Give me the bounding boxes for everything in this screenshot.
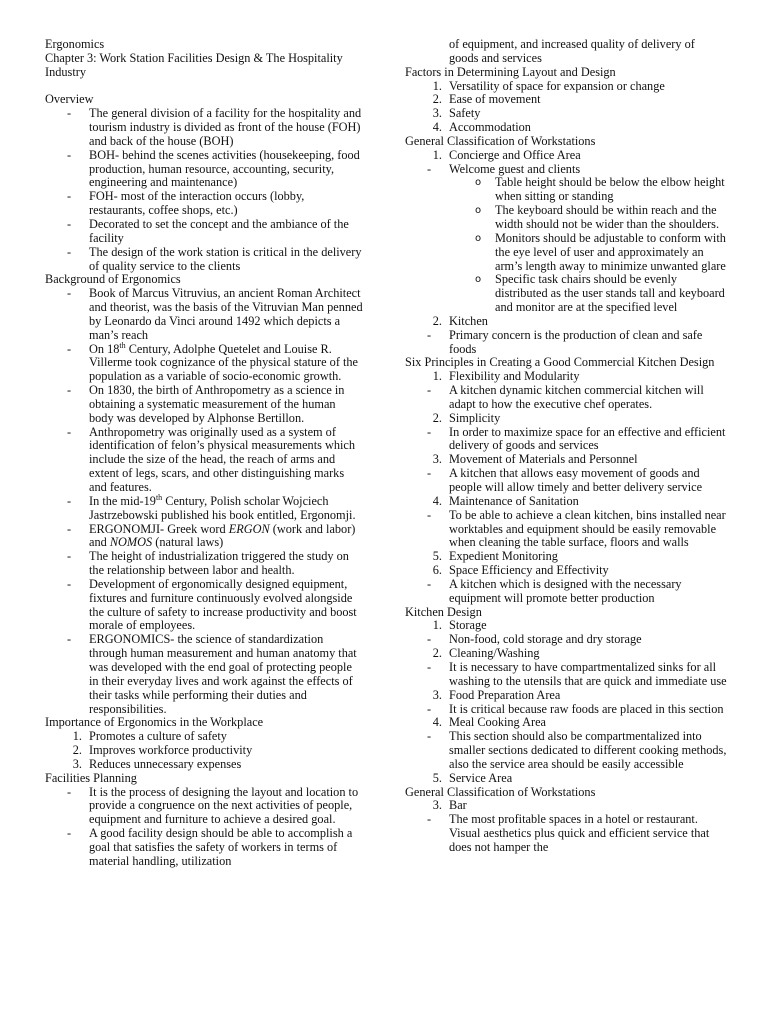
dash-marker: - <box>427 632 432 647</box>
dash-item <box>45 426 363 495</box>
item-text: Concierge and Office Area <box>449 147 581 162</box>
item-text: ERGONOMJI- Greek word ERGON (work and labor) and NOMOS (natural laws) <box>89 521 356 550</box>
section-heading: Importance of Ergonomics in the Workplace <box>45 715 264 730</box>
item-number: 2. <box>432 313 442 328</box>
item-text: In order to maximize space for an effective and efficient delivery of goods and services <box>449 424 726 453</box>
item-text: FOH- most of the interaction occurs (lobby, restaurants, coffee shops, etc.) <box>89 189 305 218</box>
dash-item <box>45 786 363 828</box>
item-number: 3. <box>72 756 82 771</box>
item-number: 1. <box>72 729 82 744</box>
item-text: Specific task chairs should be evenly distributed as the user stands tall and keyboard and monitor are at the specified level <box>495 272 725 315</box>
item-text: Expedient Monitoring <box>449 549 558 564</box>
section-heading: General Classification of Workstations <box>405 784 596 799</box>
item-text: Meal Cooking Area <box>449 715 546 730</box>
dash-marker: - <box>67 549 72 564</box>
item-number: 4. <box>432 120 442 135</box>
dash-marker: - <box>427 383 432 398</box>
dash-marker: - <box>427 701 432 716</box>
section-heading: General Classification of Workstations <box>405 133 596 148</box>
numbered-item <box>405 550 727 564</box>
section-heading: Factors in Determining Layout and Design <box>405 64 616 79</box>
numbered-item <box>45 730 363 744</box>
numbered-item <box>405 121 727 135</box>
item-text: Improves workforce productivity <box>89 743 253 758</box>
item-text: Table height should be below the elbow height when sitting or standing <box>495 175 725 204</box>
item-text: A kitchen which is designed with the necessary equipment will promote better production <box>449 576 682 605</box>
section-heading: Kitchen Design <box>405 604 482 619</box>
dash-marker: - <box>67 784 72 799</box>
item-text: The keyboard should be within reach and the width should not be wider than the shoulders. <box>495 203 720 231</box>
dash-item <box>405 163 727 177</box>
item-text: Cleaning/Washing <box>449 646 540 661</box>
dash-item <box>405 329 727 357</box>
section-heading: Chapter 3: Work Station Facilities Design & The Hospitality Industry <box>45 50 343 79</box>
numbered-item <box>405 315 727 329</box>
dash-item <box>45 633 363 716</box>
item-text: On 18th Century, Adolphe Quetelet and Louise R. Villerme took cognizance of the physical stature of the population as a variable of socio-economic growth. <box>89 340 359 384</box>
item-text: The height of industrialization triggered the study on the relationship between labor and health. <box>89 549 349 578</box>
section-heading: Six Principles in Creating a Good Commercial Kitchen Design <box>405 355 715 370</box>
dash-item <box>45 384 363 426</box>
sub-bullet-item <box>405 232 727 274</box>
item-number: 2. <box>432 646 442 661</box>
item-text: Primary concern is the production of clean and safe foods <box>449 327 703 356</box>
dash-marker: - <box>67 826 72 841</box>
item-text: Maintenance of Sanitation <box>449 493 579 508</box>
dash-item <box>45 578 363 633</box>
item-number: 5. <box>432 549 442 564</box>
dash-marker: - <box>427 161 432 176</box>
dash-item <box>45 827 363 869</box>
dash-item <box>45 246 363 274</box>
section-heading: Facilities Planning <box>45 770 137 785</box>
item-text: Kitchen <box>449 313 488 328</box>
dash-item <box>405 509 727 551</box>
dash-marker: - <box>427 659 432 674</box>
dash-marker: - <box>67 147 72 162</box>
item-text: A good facility design should be able to accomplish a goal that satisfies the safety of workers in terms of material handling, utilization <box>89 826 353 868</box>
numbered-item <box>405 564 727 578</box>
item-number: 5. <box>432 770 442 785</box>
right-column <box>405 38 727 855</box>
dash-item <box>405 813 727 855</box>
dash-marker: - <box>427 729 432 744</box>
item-number: 2. <box>432 410 442 425</box>
item-text: Promotes a culture of safety <box>89 729 227 744</box>
circle-bullet-icon: o <box>475 232 482 244</box>
dash-marker: - <box>67 424 72 439</box>
item-text: It is the process of designing the layout and location to provide a congruence on the next activities of people, equipment and furniture to achieve a desired goal. <box>89 784 359 827</box>
item-text: A kitchen that allows easy movement of goods and people will allow timely and better delivery service <box>449 466 703 494</box>
dash-marker: - <box>427 812 432 827</box>
item-text: Anthropometry was originally used as a system of identification of felon’s physical measurements which include the size of the head, the reach of arms and extent of legs, scars, and other distinguishing marks and features. <box>89 424 356 494</box>
item-text: Decorated to set the concept and the ambiance of the facility <box>89 216 349 245</box>
item-text: Movement of Materials and Personnel <box>449 452 638 467</box>
item-text: Flexibility and Modularity <box>449 369 580 384</box>
dash-marker: - <box>427 466 432 481</box>
dash-marker: - <box>67 244 72 259</box>
item-text: Welcome guest and clients <box>449 161 581 176</box>
dash-item <box>45 190 363 218</box>
numbered-item <box>405 772 727 786</box>
sub-bullet-item <box>405 204 727 232</box>
left-column <box>45 38 363 869</box>
item-text: In the mid-19th Century, Polish scholar Wojciech Jastrzebowski published his book entitled, Ergonomji. <box>89 492 356 522</box>
dash-marker: - <box>427 424 432 439</box>
item-text: On 1830, the birth of Anthropometry as a science in obtaining a systematic measurement of the human body was developed by Alphonse Bertillon. <box>89 383 345 425</box>
item-text: Accommodation <box>449 120 531 135</box>
dash-marker: - <box>427 576 432 591</box>
section-heading: Background of Ergonomics <box>45 272 181 287</box>
dash-item <box>45 492 363 523</box>
dash-marker: - <box>67 576 72 591</box>
numbered-item <box>405 453 727 467</box>
dash-item <box>45 340 363 385</box>
item-text: A kitchen dynamic kitchen commercial kitchen will adapt to how the executive chef operates. <box>449 383 704 411</box>
item-text: BOH- behind the scenes activities (housekeeping, food production, human resource, accounting, security, engineering and maintenance) <box>89 147 360 190</box>
numbered-item <box>405 412 727 426</box>
numbered-item <box>405 93 727 107</box>
circle-bullet-icon: o <box>475 274 482 286</box>
dash-item <box>45 523 363 551</box>
numbered-item <box>405 80 727 94</box>
item-number: 4. <box>432 715 442 730</box>
item-text: Space Efficiency and Effectivity <box>449 563 609 578</box>
dash-marker: - <box>67 632 72 647</box>
item-number: 4. <box>432 493 442 508</box>
dash-item <box>45 218 363 246</box>
numbered-item <box>405 107 727 121</box>
sub-bullet-item <box>405 176 727 204</box>
item-number: 1. <box>432 618 442 633</box>
dash-item <box>45 149 363 191</box>
numbered-item <box>405 619 727 633</box>
dash-item <box>45 107 363 149</box>
item-text: Non-food, cold storage and dry storage <box>449 632 642 647</box>
dash-item <box>45 550 363 578</box>
numbered-item <box>405 716 727 730</box>
dash-marker: - <box>67 286 72 301</box>
item-number: 3. <box>432 452 442 467</box>
dash-item <box>405 578 727 606</box>
item-text: It is critical because raw foods are placed in this section <box>449 701 724 716</box>
item-text: Monitors should be adjustable to conform with the eye level of user and approximately an arm’s length away to minimize unwanted glare <box>495 230 726 273</box>
item-number: 3. <box>432 798 442 813</box>
item-number: 3. <box>432 687 442 702</box>
numbered-item <box>405 149 727 163</box>
dash-marker: - <box>67 493 72 508</box>
item-number: 1. <box>432 78 442 93</box>
item-number: 1. <box>432 369 442 384</box>
item-text: Development of ergonomically designed equipment, fixtures and furniture continuously evolved alongside the culture of safety to increase productivity and boost morale of employees. <box>89 576 357 633</box>
item-text: Bar <box>449 798 467 813</box>
item-text: To be able to achieve a clean kitchen, bins installed near worktables and equipment should be easily removable when cleaning the table surface, floors and walls <box>449 507 726 550</box>
section-heading: Ergonomics <box>45 37 105 51</box>
item-text: ERGONOMICS- the science of standardization through human measurement and human anatomy that was developed with the end goal of protecting people in their everyday lives and work against the effects of their tasks while performing their duties and responsibilities. <box>89 632 357 716</box>
item-text: This section should also be compartmentalized into smaller sections dedicated to different cooking methods, also the service area should be easily accessible <box>449 729 727 771</box>
item-text: Storage <box>449 618 487 633</box>
dash-item <box>405 633 727 647</box>
item-text: The design of the work station is critical in the delivery of quality service to the clients <box>89 244 362 273</box>
dash-item <box>405 703 727 717</box>
blank-line <box>45 80 363 94</box>
numbered-item <box>405 370 727 384</box>
item-text: It is necessary to have compartmentalized sinks for all washing to the utensils that are quick and immediate use <box>449 659 727 688</box>
dash-item <box>405 426 727 454</box>
item-number: 2. <box>72 743 82 758</box>
item-text: Ease of movement <box>449 92 541 107</box>
item-text: Safety <box>449 106 481 121</box>
dash-marker: - <box>427 507 432 522</box>
item-number: 2. <box>432 92 442 107</box>
dash-item <box>405 661 727 689</box>
item-text: Food Preparation Area <box>449 687 561 702</box>
item-text: Book of Marcus Vitruvius, an ancient Roman Architect and theorist, was the basis of the Vitruvian Man penned by Leonardo da Vinci around 1492 which depicts a man’s reach <box>89 286 363 342</box>
dash-marker: - <box>67 216 72 231</box>
numbered-item <box>405 799 727 813</box>
circle-bullet-icon: o <box>475 177 482 189</box>
sub-bullet-item <box>405 273 727 315</box>
dash-item <box>405 384 727 412</box>
list-continuation: of equipment, and increased quality of delivery of goods and services <box>449 37 695 65</box>
dash-marker: - <box>67 383 72 398</box>
numbered-item <box>405 495 727 509</box>
dash-marker: - <box>427 327 432 342</box>
dash-item <box>45 287 363 342</box>
item-text: The most profitable spaces in a hotel or restaurant. Visual aesthetics plus quick and efficient service that does not hamper the <box>449 812 710 854</box>
dash-marker: - <box>67 106 72 121</box>
item-number: 3. <box>432 106 442 121</box>
dash-item <box>405 467 727 495</box>
numbered-item <box>45 758 363 772</box>
section-heading: Overview <box>45 92 94 107</box>
item-text: Versatility of space for expansion or change <box>449 78 665 93</box>
item-number: 6. <box>432 563 442 578</box>
dash-marker: - <box>67 341 72 356</box>
item-text: The general division of a facility for the hospitality and tourism industry is divided as front of the house (FOH) and back of the house (BOH) <box>89 106 362 148</box>
item-text: Simplicity <box>449 410 501 425</box>
circle-bullet-icon: o <box>475 205 482 217</box>
item-text: Reduces unnecessary expenses <box>89 756 242 771</box>
dash-marker: - <box>67 521 72 536</box>
dash-item <box>405 730 727 772</box>
numbered-item <box>405 647 727 661</box>
item-text: Service Area <box>449 770 513 785</box>
dash-marker: - <box>67 189 72 204</box>
numbered-item <box>45 744 363 758</box>
item-number: 1. <box>432 147 442 162</box>
numbered-item <box>405 689 727 703</box>
